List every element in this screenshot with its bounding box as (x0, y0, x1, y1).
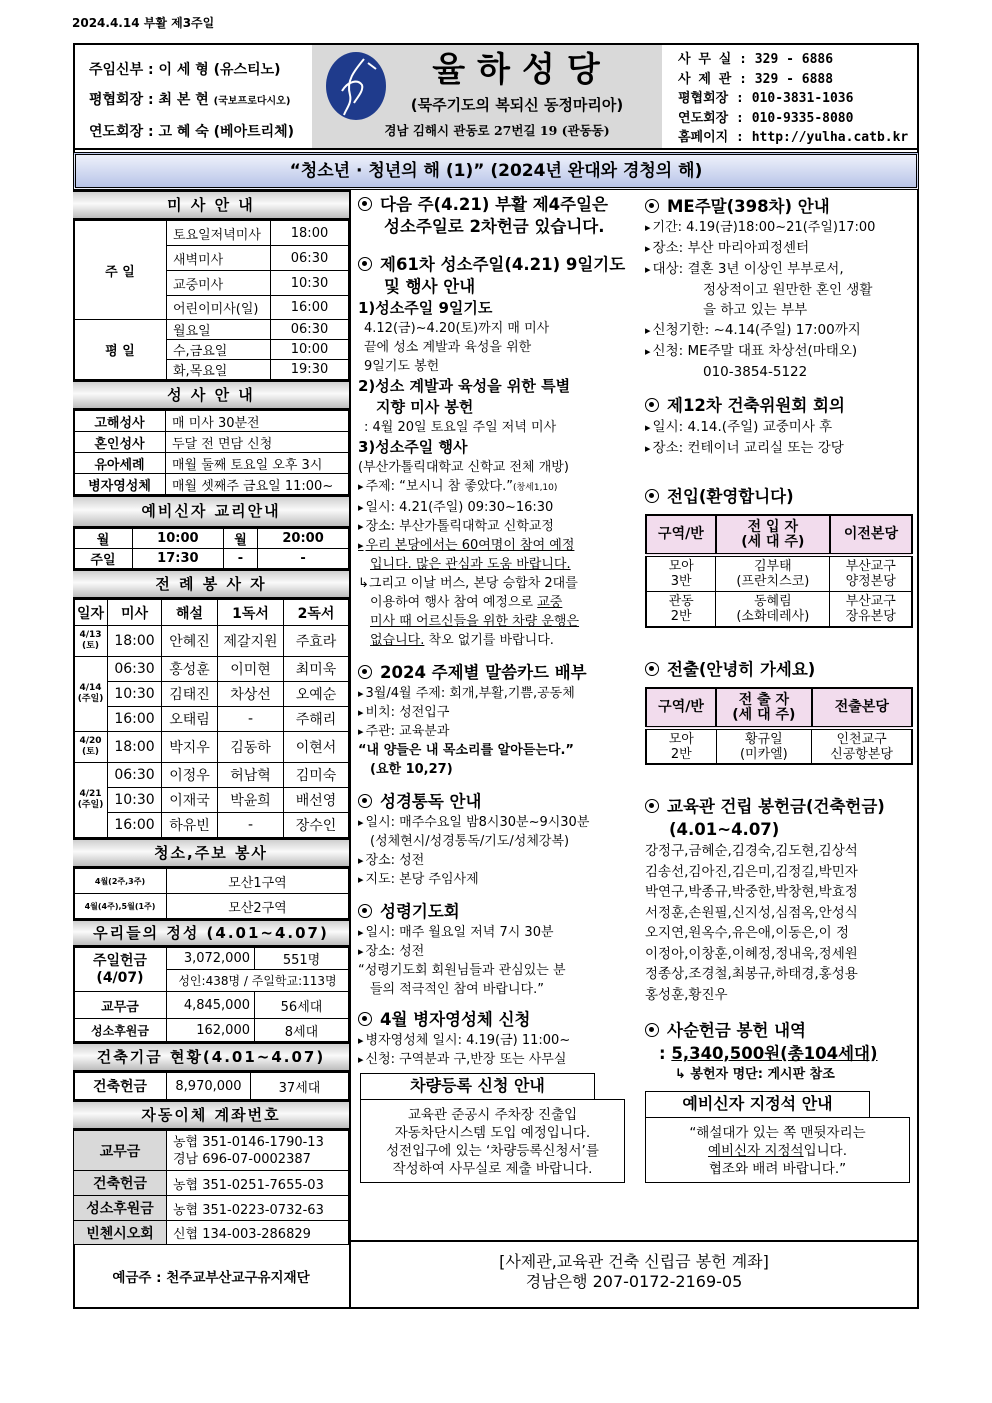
text-line: ▸ 장소: 컨테이너 교리실 또는 강당 (645, 438, 915, 459)
text-line (358, 631, 640, 650)
table-row (646, 555, 912, 591)
mass-name: 새벽미사 (167, 246, 271, 271)
time: 20:00 (258, 529, 349, 549)
text-line: ▸ 비치: 성전입구 (358, 703, 640, 722)
notice-prayer-group (358, 901, 640, 923)
middle-column (358, 194, 640, 1183)
cell: 인천교구 신공항본당 (812, 728, 912, 764)
second-reader: 주해리 (284, 707, 349, 732)
day: (토) (82, 641, 99, 651)
text: : (659, 1044, 672, 1063)
notice-title: 다음 주(4.21) 부활 제4주일은 (380, 195, 608, 214)
column-header: 이전본당 (830, 515, 912, 555)
text-line: 끝에 성소 계발과 육성을 위한 (364, 340, 532, 355)
cell: 동혜림 (소화데레사) (716, 591, 830, 627)
text-line: 9일기도 봉헌 (364, 359, 440, 374)
text-line: ▸ 신청: 구역분과 구,반장 또는 사무실 (358, 1050, 640, 1069)
scripture-ref: (창세1,10) (512, 483, 558, 493)
text-line (646, 1142, 909, 1160)
notice-bible-reading (358, 791, 640, 813)
sacrament-info: 매월 셋째주 금요일 11:00~ (166, 474, 349, 495)
date-cell (74, 657, 108, 732)
account-number: 농협 351-0251-7655-03 (167, 1171, 349, 1196)
notice-word-cards (358, 662, 640, 684)
text-line: 자동차단시스템 도입 예정입니다. (394, 1125, 591, 1141)
notice-title: 4월 병자영성체 신청 (380, 1010, 531, 1029)
mass-schedule-header: 미 사 안 내 (73, 190, 349, 220)
text-line: ▸ 장소: 성전 (358, 942, 640, 961)
yeondo-president-line (89, 117, 311, 147)
subheading: 1)성소주일 9일기도 (358, 299, 493, 317)
account-label: 빈첸시오회 (74, 1221, 167, 1245)
baptismal-name: (국보프로다시오) (213, 96, 291, 107)
notice-novena (358, 254, 640, 298)
text-line: 입니다. 많은 관심과 도움 바랍니다. (370, 557, 571, 572)
notice-education-hall-donation (645, 795, 915, 818)
text-line: ▸ 우리 본당에서는 60여명이 참여 예정 (358, 536, 640, 555)
donor-line: 강정구,금혜순,김경숙,김도현,김상석 (645, 843, 858, 859)
period: 4월(2주,3주) (74, 869, 167, 894)
first-reader: 박윤희 (218, 788, 284, 813)
donor-line: 이정아,이창훈,이혜정,정내욱,정세원 (645, 945, 858, 962)
cell: 황규일 (미카엘) (716, 728, 812, 764)
scripture-quote: “내 양들은 내 목소리를 알아듣는다.” (358, 743, 574, 758)
text-line: “성령기도회 회원님들과 관심있는 분 (358, 963, 566, 978)
text-line: ▸ 일시: 매주 월요일 저녁 7시 30분 (358, 923, 640, 942)
issue-date: 2024.4.14 부활 제3주일 (72, 16, 215, 30)
notice-title: 전입(환영합니다) (667, 487, 794, 506)
text-line: 4.12(금)~4.20(토)까지 매 미사 (364, 321, 550, 336)
text-line: (부산가톨릭대학교 신학교 전체 개방) (358, 460, 569, 475)
notice-me-weekend (645, 195, 915, 218)
notice-title: 사순헌금 봉헌 내역 (667, 1021, 807, 1040)
commentator: 박지우 (162, 732, 218, 763)
notice-title: 전출(안녕히 가세요) (667, 660, 816, 679)
text-line: ▸ 일시: 매주수요일 밤8시30분~9시30분 (358, 813, 640, 832)
right-column (645, 195, 915, 1183)
column-divider (349, 190, 351, 1308)
text-line: ▸ 지도: 본당 주임사제 (358, 870, 640, 889)
account-number: 농협 351-0146-1790-13 (173, 1134, 324, 1150)
role: 주임신부 : (89, 62, 159, 78)
donor-list (645, 841, 915, 1005)
sacrament-table (73, 410, 349, 495)
table-row (646, 728, 912, 764)
bullet-icon (358, 257, 372, 271)
table-row (646, 591, 912, 627)
text-line: ▸ 병자영성체 일시: 4.19(금) 11:00~ (358, 1031, 640, 1050)
event-place: ▸ 장소: 부산가톨릭대학교 신학교정 (358, 517, 640, 536)
text-line: ↳ 봉헌자 명단: 게시판 참조 (675, 1067, 835, 1082)
date: 4/14 (79, 683, 102, 693)
offering-table (73, 947, 349, 1042)
second-reader: 장수인 (284, 813, 349, 838)
council-phone: 평협회장 : 010-3831-1036 (678, 91, 854, 106)
bullet-icon (645, 489, 659, 503)
column-header: 전출본당 (812, 688, 912, 728)
offering-label: 성소후원금 (74, 1019, 167, 1042)
column-header: 전 출 자 (세 대 주) (716, 688, 812, 728)
subheading: 지향 미사 봉헌 (376, 398, 474, 416)
notice-sick-communion (358, 1009, 640, 1031)
bullet-icon (645, 799, 659, 813)
date: 4/20 (79, 736, 102, 746)
date: 4/21 (79, 789, 102, 799)
text-line: ▸ 장소: 부산 마리아피정센터 (645, 238, 915, 259)
mass-time: 18:00 (108, 626, 162, 657)
text: 교중 (537, 595, 563, 610)
date-cell (74, 763, 108, 838)
text-line: ▸ 장소: 성전 (358, 851, 640, 870)
mass-time: 06:30 (108, 657, 162, 682)
account-label: 성소후원금 (74, 1196, 167, 1221)
name: 최 본 현 (158, 92, 214, 108)
mass-schedule-table (73, 220, 349, 380)
liturgy-volunteers-header: 전 례 봉 사 자 (73, 569, 349, 599)
mass-name: 수,금요일 (167, 340, 271, 360)
day: 주일 (74, 549, 133, 569)
bullet-icon (358, 794, 372, 808)
period: 4월(4주),5월(1주) (74, 894, 167, 919)
contact-info (664, 45, 917, 148)
mass-time: 18:00 (271, 221, 349, 246)
commentator: 이정우 (162, 763, 218, 788)
bullet-icon (358, 665, 372, 679)
mass-time: 10:30 (108, 682, 162, 707)
mass-name: 토요일저녁미사 (167, 221, 271, 246)
divider (349, 1240, 919, 1242)
notice-vocation-sunday (358, 194, 640, 238)
district: 모산1구역 (167, 869, 349, 894)
cleaning-header: 청소,주보 봉사 (73, 838, 349, 868)
time: 17:30 (132, 549, 223, 569)
amount: 162,000 (167, 1019, 255, 1042)
lent-amount: 5,340,500원(총104세대) (671, 1044, 878, 1063)
move-in-table (645, 514, 913, 628)
attendance-detail: 성인:438명 / 주일학교:113명 (167, 970, 349, 992)
table-row (74, 788, 349, 813)
box-title: 예비신자 지정석 안내 (645, 1091, 870, 1117)
mass-name: 화,목요일 (167, 360, 271, 380)
accounts-header: 자동이체 계좌번호 (73, 1100, 349, 1130)
first-reader: 제갈지원 (218, 626, 284, 657)
text-line: 미사 때 어르신들을 위한 차량 운행은 (370, 614, 580, 629)
lent-total (645, 1042, 915, 1065)
second-reader: 오예순 (284, 682, 349, 707)
building-fund-table (73, 1072, 349, 1100)
mass-time: 06:30 (271, 320, 349, 340)
day: (토) (82, 747, 99, 757)
name: 이 세 형 (유스티노) (158, 62, 281, 78)
notice-title: 및 행사 안내 (384, 277, 476, 296)
notice-title: 제61차 성소주일(4.21) 9일기도 (380, 255, 626, 274)
second-reader: 배선영 (284, 788, 349, 813)
text: 없습니다. (370, 633, 425, 648)
text-line: : 4월 20일 토요일 주일 저녁 미사 (364, 420, 557, 435)
text-line: 작성하여 사무실로 제출 바랍니다. (392, 1161, 593, 1177)
mass-time: 10:00 (271, 340, 349, 360)
donor-line: 서정훈,손원필,신지성,심점옥,안성식 (645, 904, 858, 921)
account-number: 경남 696-07-0002387 (173, 1151, 311, 1167)
church-title-block (312, 45, 662, 148)
count: 551명 (255, 948, 349, 970)
offering-header: 우리들의 정성 (4.01~4.07) (73, 919, 349, 947)
count: 8세대 (255, 1019, 349, 1042)
event-theme (358, 477, 640, 498)
cleaning-table (73, 868, 349, 919)
amount: 4,845,000 (167, 992, 255, 1019)
district: 모산2구역 (167, 894, 349, 919)
text-line: (성체현시/성경통독/기도/성체강복) (370, 834, 570, 849)
bullet-icon (645, 398, 659, 412)
cell: 모아 3반 (646, 555, 716, 591)
mass-name: 어린이미사(일) (167, 296, 271, 320)
notice-lent-offering (645, 1019, 915, 1042)
sacrament-info: 매월 둘째 토요일 오후 3시 (166, 453, 349, 474)
mass-time: 19:30 (271, 360, 349, 380)
yeondo-phone: 연도회장 : 010-9335-8080 (678, 110, 854, 126)
cell: 김부태 (프란치스코) (716, 555, 830, 591)
text-line: ▸ 주관: 교육분과 (358, 722, 640, 741)
account-number: 경남은행 207-0172-2169-05 (525, 1272, 743, 1291)
text-line: 을 하고 있는 부부 (703, 302, 808, 318)
commentator: 이재국 (162, 788, 218, 813)
cell: 부산교구 장유본당 (830, 591, 912, 627)
sacrament-name: 고해성사 (74, 411, 166, 432)
column-header: 미사 (108, 600, 162, 626)
account-holder: 예금주 : 천주교부산교구유지재단 (112, 1270, 310, 1286)
text: 입니다. (803, 1143, 847, 1159)
text-line: ▸ 신청기한: ~4.14(주일) 17:00까지 (645, 320, 915, 341)
donor-line: 김송선,김아진,김은미,김정길,박민자 (645, 863, 858, 880)
date-cell (74, 732, 108, 763)
notice-title: 성소주일로 2차헌금 있습니다. (384, 217, 605, 236)
mass-time: 10:30 (108, 788, 162, 813)
clergy-info (75, 45, 311, 148)
column-header: 구역/반 (646, 688, 716, 728)
first-reader: 차상선 (218, 682, 284, 707)
text: 이용하여 행사 참여 예정으로 (370, 595, 538, 610)
notice-title: 성경통독 안내 (380, 792, 482, 811)
amount: 8,970,000 (167, 1073, 251, 1100)
donor-line: 오지연,원옥수,유은애,이동은,이 정 (645, 925, 850, 941)
building-fund-header: 건축기금 현황(4.01~4.07) (73, 1042, 349, 1072)
notice-title: 제12차 건축위원회 회의 (667, 396, 845, 415)
second-reader: 이현서 (284, 732, 349, 763)
text-line: ↳그리고 이날 버스, 본당 승합차 2대를 (358, 576, 578, 591)
count: 56세대 (255, 992, 349, 1019)
count: 37세대 (251, 1073, 349, 1100)
church-address: 경남 김해시 관동로 27번길 19 (관동동) (384, 123, 610, 138)
text-line: 들의 적극적인 참여 바랍니다.” (370, 982, 544, 997)
sacrament-header: 성 사 안 내 (73, 380, 349, 410)
column-header: 구역/반 (646, 515, 716, 555)
mass-time: 16:00 (108, 707, 162, 732)
amount: 3,072,000 (167, 948, 255, 970)
mass-name: 월요일 (167, 320, 271, 340)
table-row (74, 682, 349, 707)
mass-time: 10:30 (271, 271, 349, 296)
notice-title: 2024 주제별 말씀카드 배부 (380, 663, 587, 682)
commentator: 오태림 (162, 707, 218, 732)
day: (주일) (77, 800, 104, 810)
column-header: 전 입 자 (세 대 주) (716, 515, 830, 555)
donor-line: 홍성훈,황진우 (645, 986, 728, 1003)
role: 평협회장 : (89, 92, 159, 108)
commentator: 안혜진 (162, 626, 218, 657)
building-account-box (351, 1252, 917, 1292)
pastor-line (89, 55, 311, 85)
catechumen-header: 예비신자 교리안내 (73, 495, 349, 528)
first-reader: 허남혁 (218, 763, 284, 788)
council-president-line (89, 85, 311, 117)
text-line: “해설대가 있는 쪽 맨뒷자리는 (689, 1125, 866, 1141)
sacrament-info: 두달 전 면담 신청 (166, 432, 349, 453)
phone-number: 010-3854-5122 (703, 364, 808, 380)
text: 예비신자 지정석 (708, 1143, 804, 1159)
accounts-table (73, 1130, 349, 1245)
account-number: 농협 351-0223-0732-63 (167, 1196, 349, 1221)
day: 월 (74, 529, 133, 549)
text-line: 성전입구에 있는 ‘차량등록신청서’를 (386, 1143, 599, 1159)
liturgy-volunteers-table (73, 599, 349, 838)
fund-label: 건축헌금 (74, 1073, 167, 1100)
event-date: ▸ 일시: 4.21(주일) 09:30~16:30 (358, 498, 640, 517)
text-line: ▸ 3월/4월 주제: 회개,부활,기쁨,공동체 (358, 684, 640, 703)
notice-title: ME주말(398차) 안내 (667, 197, 830, 216)
column-header: 2독서 (284, 600, 349, 626)
notice-building-committee (645, 394, 915, 417)
bullet-icon (645, 662, 659, 676)
bullet-icon (645, 1023, 659, 1037)
role: 연도회장 : (89, 124, 159, 140)
cell: 모아 2반 (646, 728, 716, 764)
text: 주제: “보시니 참 좋았다.” (365, 479, 513, 494)
text-line: ▸ 기간: 4.19(금)18:00~21(주일)17:00 (645, 218, 915, 238)
scripture-ref: (요한 10,27) (370, 762, 453, 777)
mass-time: 18:00 (108, 732, 162, 763)
day: - (223, 549, 257, 569)
account-label: 건축헌금 (74, 1171, 167, 1196)
mass-time: 06:30 (108, 763, 162, 788)
name: 고 혜 숙 (베아트리체) (158, 124, 295, 140)
text-line: 교육관 준공시 주차장 진출입 (407, 1107, 578, 1123)
donor-line: 정종상,조경철,최봉규,하태경,홍성용 (645, 966, 858, 982)
commentator: 홍성훈 (162, 657, 218, 682)
column-header: 해설 (162, 600, 218, 626)
table-row (74, 707, 349, 732)
second-reader: 김미숙 (284, 763, 349, 788)
table-row (74, 732, 349, 763)
catechumen-table (73, 528, 349, 569)
offering-label: 교무금 (74, 992, 167, 1019)
sunday-offering-label: 주일헌금 (92, 952, 148, 969)
first-reader: 이미현 (218, 657, 284, 682)
day: (주일) (77, 694, 104, 704)
notice-move-in (645, 485, 915, 508)
text-line: ▸ 신청: ME주말 대표 차상선(마태오) (645, 341, 915, 362)
divider (73, 148, 919, 150)
notice-move-out (645, 658, 915, 681)
table-row (74, 657, 349, 682)
office-phone: 사 무 실 : 329 - 6886 (678, 52, 834, 67)
box-title: 차량등록 신청 안내 (360, 1073, 595, 1099)
text: 착오 없기를 바랍니다. (424, 633, 554, 648)
first-reader: - (218, 707, 284, 732)
weekday-label: 평 일 (74, 320, 167, 380)
mass-time: 16:00 (271, 296, 349, 320)
subheading: 3)성소주일 행사 (358, 438, 468, 456)
sacrament-name: 병자영성체 (74, 474, 166, 495)
notice-title: 성령기도회 (380, 902, 460, 921)
church-patron: (묵주기도의 복되신 동정마리아) (410, 96, 624, 114)
commentator: 김태진 (162, 682, 218, 707)
account-number: 신협 134-003-286829 (167, 1221, 349, 1245)
sunday-label: 주 일 (74, 221, 167, 320)
left-column (73, 190, 349, 1311)
offering-date: (4/07) (96, 969, 144, 986)
cell: 관동 2반 (646, 591, 716, 627)
day: 월 (223, 529, 257, 549)
move-out-table (645, 687, 913, 765)
bullet-icon (645, 199, 659, 213)
car-registration-box (360, 1073, 625, 1183)
donation-period: (4.01~4.07) (669, 820, 780, 839)
bullet-icon (358, 197, 372, 211)
sacrament-name: 유아세례 (74, 453, 166, 474)
cell: 부산교구 양정본당 (830, 555, 912, 591)
first-reader: 김동하 (218, 732, 284, 763)
notice-title: 교육관 건립 봉헌금(건축헌금) (667, 797, 885, 816)
sacrament-info: 매 미사 30분전 (166, 411, 349, 432)
rectory-phone: 사 제 관 : 329 - 6888 (678, 71, 834, 87)
mass-name: 교중미사 (167, 271, 271, 296)
text-line: 정상적이고 원만한 혼인 생활 (703, 282, 873, 298)
table-row (74, 763, 349, 788)
homepage-link[interactable]: 홈페이지 : http://yulha.catb.kr (678, 130, 909, 145)
bullet-icon (358, 904, 372, 918)
account-label: 교무금 (74, 1131, 167, 1171)
second-reader: 주효라 (284, 626, 349, 657)
text-line: ▸ 대상: 결혼 3년 이상인 부부로서, (645, 259, 915, 280)
box-title: [사제관,교육관 건축 신립금 봉헌 계좌] (499, 1252, 769, 1271)
date-cell (74, 626, 108, 657)
commentator: 하유빈 (162, 813, 218, 838)
text-line: ▸ 일시: 4.14.(주일) 교중미사 후 (645, 417, 915, 438)
column-header: 일자 (74, 600, 108, 626)
table-row (74, 813, 349, 838)
bullet-icon (358, 1012, 372, 1026)
second-reader: 최미욱 (284, 657, 349, 682)
church-name: 율하성당 (432, 50, 612, 90)
table-row (74, 626, 349, 657)
time: - (258, 549, 349, 569)
column-header: 1독서 (218, 600, 284, 626)
text-line: 협조와 배려 바랍니다.” (708, 1161, 847, 1177)
text-line (358, 593, 640, 612)
sacrament-name: 혼인성사 (74, 432, 166, 453)
mass-time: 06:30 (271, 246, 349, 271)
donor-line: 박연구,박종규,박중한,박창현,박효정 (645, 884, 858, 900)
year-theme-banner: “청소년 · 청년의 해 (1)” (2024년 완대와 경청의 해) (73, 152, 919, 190)
subheading: 2)성소 계발과 육성을 위한 특별 (358, 377, 571, 395)
catechumen-seat-box (645, 1091, 910, 1183)
mass-time: 16:00 (108, 813, 162, 838)
time: 10:00 (132, 529, 223, 549)
date: 4/13 (79, 630, 102, 640)
first-reader: - (218, 813, 284, 838)
